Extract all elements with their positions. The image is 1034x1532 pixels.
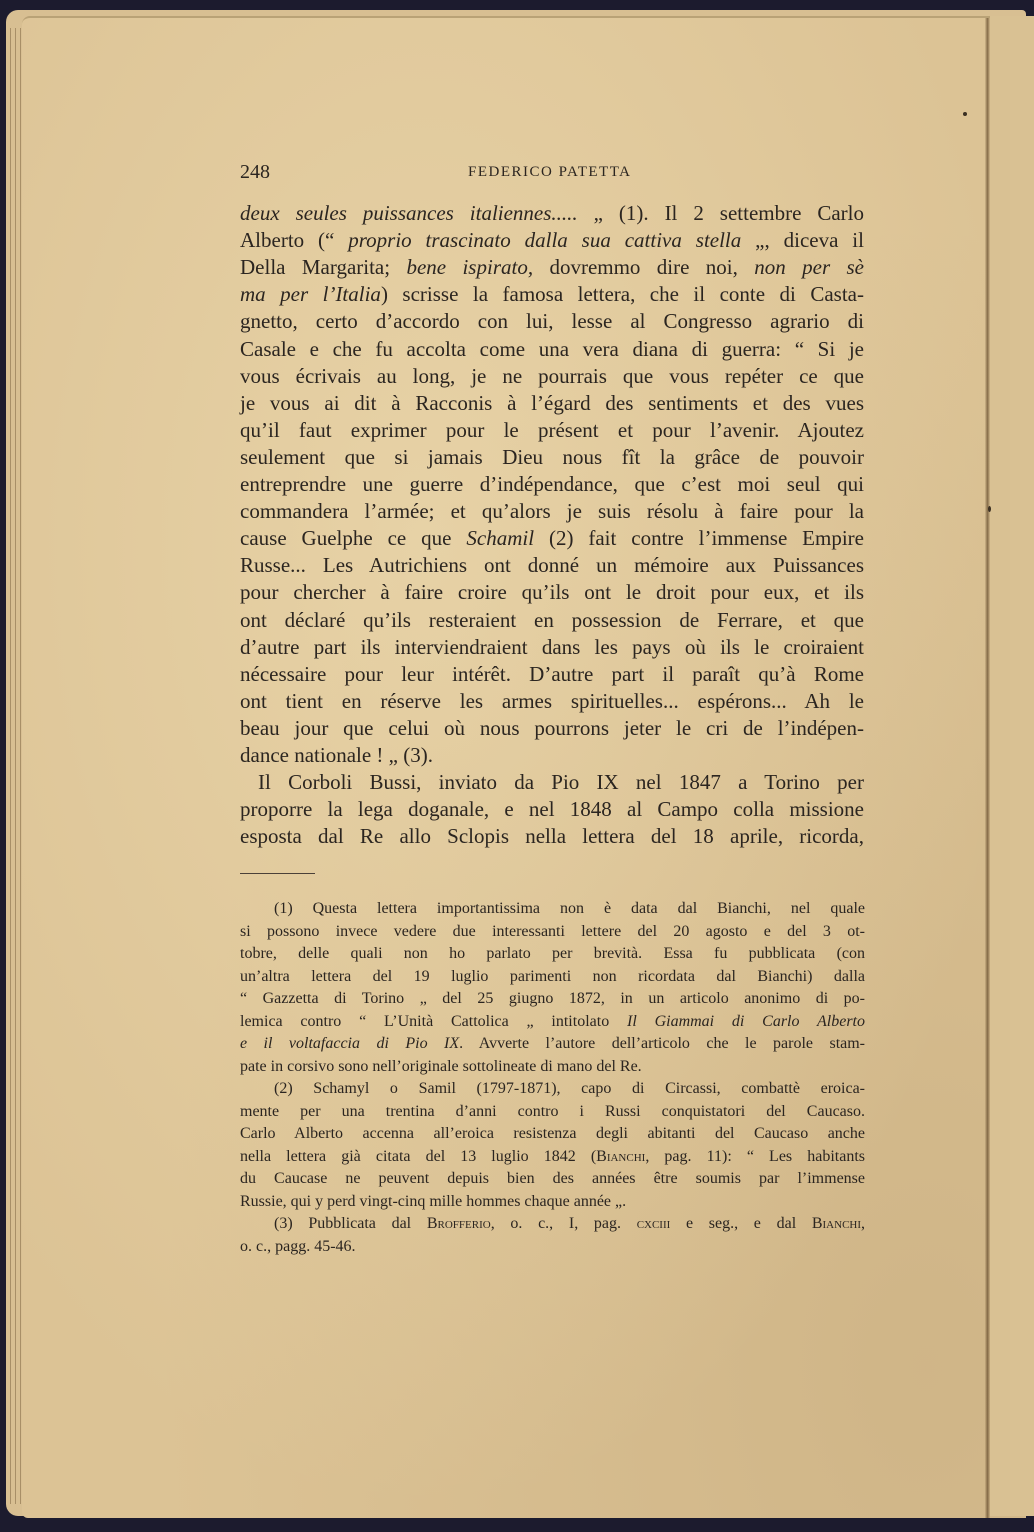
body-line bbox=[240, 444, 864, 471]
body-line bbox=[240, 308, 864, 335]
footnote-line bbox=[240, 966, 865, 988]
text-run: o. c., pagg. 45-46. bbox=[240, 1237, 356, 1255]
text-run: ont tient en réserve les armes spirituelles... espérons... Ah le bbox=[240, 688, 864, 713]
text-run: (2) fait contre l’immense Empire bbox=[534, 526, 864, 551]
italic-text: Il Giammai di Carlo Alberto bbox=[627, 1012, 865, 1030]
text-run: pate in corsivo sono nell’originale sottolineate di mano del Re. bbox=[240, 1057, 642, 1075]
book-gutter bbox=[985, 18, 990, 1518]
text-run: qu’il faut exprimer pour le présent et pour l’avenir. Ajoutez bbox=[240, 417, 864, 442]
italic-text: bene ispirato, bbox=[406, 255, 534, 280]
text-run: gnetto, certo d’accordo con lui, lesse al Congresso agrario di bbox=[240, 309, 864, 334]
text-run: dovremmo dire noi, bbox=[533, 255, 755, 280]
text-run: “ Gazzetta di Torino „ del 25 giugno 1872, in un articolo anonimo di po- bbox=[240, 990, 865, 1007]
italic-text: non per sè bbox=[754, 255, 864, 280]
italic-text: e il voltafaccia di Pio IX bbox=[240, 1035, 460, 1052]
text-run: entreprendre une guerre d’indépendance, que c’est moi seul qui bbox=[240, 472, 864, 496]
body-line bbox=[240, 281, 864, 308]
footnote-line bbox=[240, 1056, 865, 1078]
paper-speck bbox=[988, 506, 991, 512]
body-line bbox=[240, 363, 864, 390]
body-line bbox=[240, 579, 864, 606]
body-line bbox=[240, 336, 864, 363]
small-caps-text: cxciii bbox=[636, 1215, 671, 1232]
facing-page-edge bbox=[990, 16, 1034, 1516]
small-caps-text: Bianchi bbox=[811, 1215, 862, 1232]
text-run: cause Guelphe ce que bbox=[240, 526, 467, 551]
body-line bbox=[240, 552, 864, 579]
text-run: , bbox=[861, 1215, 866, 1232]
text-run: seulement que si jamais Dieu nous fît la grâce de pouvoir bbox=[240, 444, 864, 469]
body-line bbox=[240, 417, 864, 444]
text-run: (2) Schamyl o Samil (1797-1871), capo di Circassi, combattè eroica- bbox=[274, 1080, 865, 1097]
text-run: un’altra lettera del 19 luglio parimenti non ricordata dal Bianchi) dalla bbox=[240, 967, 865, 985]
body-line bbox=[240, 254, 864, 281]
text-run: ) scrisse la famosa lettera, che il conte di Casta- bbox=[380, 282, 864, 307]
text-run: commandera l’armée; et qu’alors je suis résolu à faire pour la bbox=[240, 499, 864, 524]
text-run: du Caucase ne peuvent depuis bien des années être soumis par l’immense bbox=[240, 1170, 865, 1187]
paper-speck bbox=[963, 112, 967, 116]
body-line bbox=[240, 688, 864, 715]
body-line bbox=[240, 390, 864, 417]
text-run: „, diceva il bbox=[741, 228, 864, 253]
text-run: e seg., e dal bbox=[670, 1215, 812, 1232]
italic-text: Schamil bbox=[466, 526, 535, 551]
text-run: Casale e che fu accolta come una vera diana di guerra: “ Si je bbox=[240, 336, 864, 361]
body-line bbox=[240, 525, 864, 552]
small-caps-text: Brofferio bbox=[426, 1215, 491, 1232]
body-line bbox=[240, 634, 864, 661]
italic-text: deux seules puissances italiennes..... bbox=[240, 201, 578, 225]
body-line bbox=[240, 200, 864, 227]
text-run: dance nationale ! „ (3). bbox=[240, 743, 433, 767]
footnote-line bbox=[240, 1011, 865, 1033]
footnote-line bbox=[240, 1213, 865, 1235]
text-run: , o. c., I, pag. bbox=[490, 1215, 637, 1232]
page-edge bbox=[20, 28, 21, 1504]
text-run: Carlo Alberto accenna all’eroica resistenza degli abitanti del Caucaso anche bbox=[240, 1125, 865, 1142]
text-run: Russe... Les Autrichiens ont donné un mémoire aux Puissances bbox=[240, 553, 864, 578]
text-run: , pag. 11): “ Les habitants bbox=[645, 1147, 866, 1165]
page-edge bbox=[15, 28, 16, 1504]
text-run: si possono invece vedere due interessanti lettere del 20 agosto e del 3 ot- bbox=[240, 922, 865, 940]
footnote-line bbox=[240, 921, 865, 943]
italic-text: proprio trascinato dalla sua cattiva stella bbox=[348, 228, 742, 253]
body-line bbox=[240, 823, 864, 850]
body-line bbox=[240, 471, 864, 498]
body-line bbox=[240, 498, 864, 525]
running-head: FEDERICO PATETTA bbox=[468, 164, 632, 180]
body-line bbox=[240, 742, 864, 769]
text-run: . Avverte l’autore dell’articolo che le parole stam- bbox=[459, 1035, 866, 1052]
text-run: pour chercher à faire croire qu’ils ont le droit pour eux, et ils bbox=[240, 580, 864, 605]
body-line bbox=[240, 227, 864, 254]
text-run: (3) Pubblicata dal bbox=[274, 1215, 427, 1232]
footnote-line bbox=[240, 1123, 865, 1145]
body-line bbox=[240, 715, 864, 742]
footnote-line bbox=[240, 1078, 865, 1100]
footnote-line bbox=[240, 1236, 865, 1258]
text-run: vous écrivais au long, je ne pourrais que vous repéter ce que bbox=[240, 363, 864, 388]
text-run: proporre la lega doganale, e nel 1848 al Campo colla missione bbox=[240, 797, 864, 822]
text-run: Il Corboli Bussi, inviato da Pio IX nel 1847 a Torino per bbox=[258, 770, 864, 795]
footnote-line bbox=[240, 943, 865, 965]
footnote-rule bbox=[240, 873, 315, 874]
footnote-line bbox=[240, 1033, 865, 1055]
footnote-line bbox=[240, 1191, 865, 1213]
italic-text: ma per l’Italia bbox=[240, 282, 381, 307]
text-run: esposta dal Re allo Sclopis nella lettera del 18 aprile, ricorda, bbox=[240, 824, 864, 849]
text-run: Della Margarita; bbox=[240, 255, 407, 280]
body-line bbox=[240, 661, 864, 688]
text-run: je vous ai dit à Racconis à l’égard des sentiments et des vues bbox=[240, 390, 864, 415]
text-run: lemica contro “ L’Unità Cattolica „ intitolato bbox=[240, 1012, 627, 1030]
text-run: mente per una trentina d’anni contro i Russi conquistatori del Caucaso. bbox=[240, 1102, 865, 1120]
footnote-line bbox=[240, 1168, 865, 1190]
body-line bbox=[240, 607, 864, 634]
footnote-line bbox=[240, 988, 865, 1010]
small-caps-text: Bianchi bbox=[596, 1147, 646, 1165]
body-line bbox=[240, 769, 864, 796]
text-run: nécessaire pour leur intérêt. D’autre part il paraît qu’à Rome bbox=[240, 661, 864, 686]
text-run: ont déclaré qu’ils resteraient en possession de Ferrare, et que bbox=[240, 607, 864, 632]
footnote-line bbox=[240, 1146, 865, 1168]
footnote-line bbox=[240, 1101, 865, 1123]
text-run: „ (1). Il 2 settembre Carlo bbox=[577, 201, 865, 225]
text-run: nella lettera già citata del 13 luglio 1842 ( bbox=[240, 1147, 597, 1165]
page-number: 248 bbox=[240, 161, 270, 183]
body-line bbox=[240, 796, 864, 823]
footnote-line bbox=[240, 898, 865, 920]
text-run: Alberto (“ bbox=[240, 228, 349, 253]
text-run: tobre, delle quali non ho parlato per brevità. Essa fu pubblicata (con bbox=[240, 945, 865, 962]
text-run: Russie, qui y perd vingt-cinq mille hommes chaque année „. bbox=[240, 1192, 627, 1210]
text-run: beau jour que celui où nous pourrons jeter le cri de l’indépen- bbox=[240, 715, 864, 740]
text-run: d’autre part ils interviendraient dans les pays où ils le croiraient bbox=[240, 634, 864, 659]
text-run: (1) Questa lettera importantissima non è data dal Bianchi, nel quale bbox=[274, 900, 865, 917]
page-edge bbox=[10, 28, 11, 1504]
